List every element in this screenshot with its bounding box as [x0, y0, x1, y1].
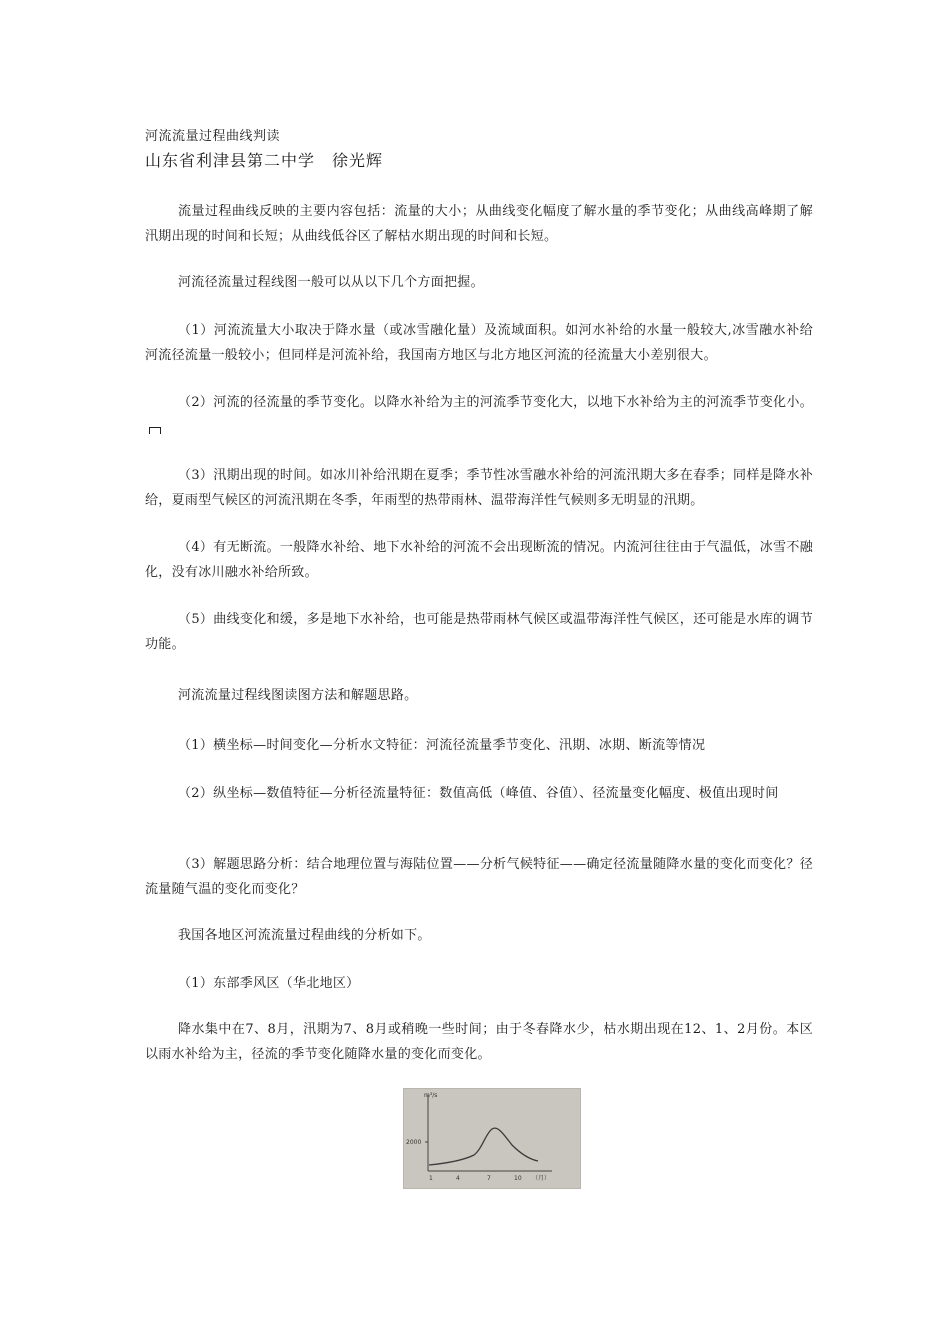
- paragraph-region-heading: 我国各地区河流流量过程曲线的分析如下。: [178, 928, 431, 943]
- paragraph-point-5: （5）曲线变化和缓，多是地下水补给，也可能是热带雨林气候区或温带海洋性气候区，还可能是水库的调节功能。: [145, 612, 813, 652]
- paragraph-point-2-text: （2）河流的径流量的季节变化。以降水补给为主的河流季节变化大，以地下水补给为主的河流季节变化小。: [178, 395, 813, 410]
- document-title: 河流流量过程曲线判读: [145, 129, 281, 144]
- document-author: 山东省利津县第二中学 徐光辉: [145, 151, 384, 170]
- x-tick-label-4: 4: [456, 1175, 460, 1182]
- x-unit-label: （月）: [532, 1175, 551, 1182]
- paragraph-method-1: （1）横坐标—时间变化—分析水文特征：河流径流量季节变化、汛期、冰期、断流等情况: [178, 738, 706, 753]
- paragraph-method-2: （2）纵坐标—数值特征—分析径流量特征：数值高低（峰值、谷值）、径流量变化幅度、极值出现时间: [178, 786, 779, 801]
- river-flow-figure: [403, 1088, 581, 1189]
- paragraph-method-heading: 河流流量过程线图读图方法和解题思路。: [178, 688, 418, 703]
- x-tick-label-1: 1: [429, 1175, 433, 1182]
- flow-curve-chart: [404, 1089, 582, 1190]
- paragraph-region-1-detail: 降水集中在7、8月，汛期为7、8月或稍晚一些时间；由于冬春降水少，枯水期出现在12、1、2月份。本区以雨水补给为主，径流的季节变化随降水量的变化而变化。: [145, 1022, 813, 1062]
- paragraph-point-4: （4）有无断流。一般降水补给、地下水补给的河流不会出现断流的情况。内流河往往由于气温低，冰雪不融化，没有冰川融水补给所致。: [145, 540, 813, 580]
- paragraph-point-3: （3）汛期出现的时间。如冰川补给汛期在夏季；季节性冰雪融水补给的河流汛期大多在春季；同样是降水补给，夏雨型气候区的河流汛期在冬季，年雨型的热带雨林、温带海洋性气候则多无明显的汛期。: [145, 468, 813, 508]
- paragraph-overview: 河流径流量过程线图一般可以从以下几个方面把握。: [178, 275, 484, 290]
- paragraph-point-1: （1）河流流量大小取决于降水量（或冰雪融化量）及流域面积。如河水补给的水量一般较大,冰雪融水补给河流径流量一般较小；但同样是河流补给，我国南方地区与北方地区河流的径流量大小差别很大。: [145, 323, 813, 363]
- text-cursor-mark: [149, 427, 161, 434]
- x-tick-label-7: 7: [487, 1175, 491, 1182]
- paragraph-point-2: [145, 390, 813, 440]
- y-tick-label: 2000: [406, 1139, 422, 1146]
- paragraph-region-1: （1）东部季风区（华北地区）: [178, 976, 360, 991]
- paragraph-intro: 流量过程曲线反映的主要内容包括：流量的大小；从曲线变化幅度了解水量的季节变化；从曲线高峰期了解汛期出现的时间和长短；从曲线低谷区了解枯水期出现的时间和长短。: [145, 204, 813, 244]
- flow-curve-line: [429, 1128, 538, 1165]
- y-unit-label: m³/s: [424, 1092, 438, 1099]
- x-tick-label-10: 10: [514, 1175, 522, 1182]
- paragraph-method-3: （3）解题思路分析：结合地理位置与海陆位置——分析气候特征——确定径流量随降水量的变化而变化？径流量随气温的变化而变化？: [145, 857, 813, 897]
